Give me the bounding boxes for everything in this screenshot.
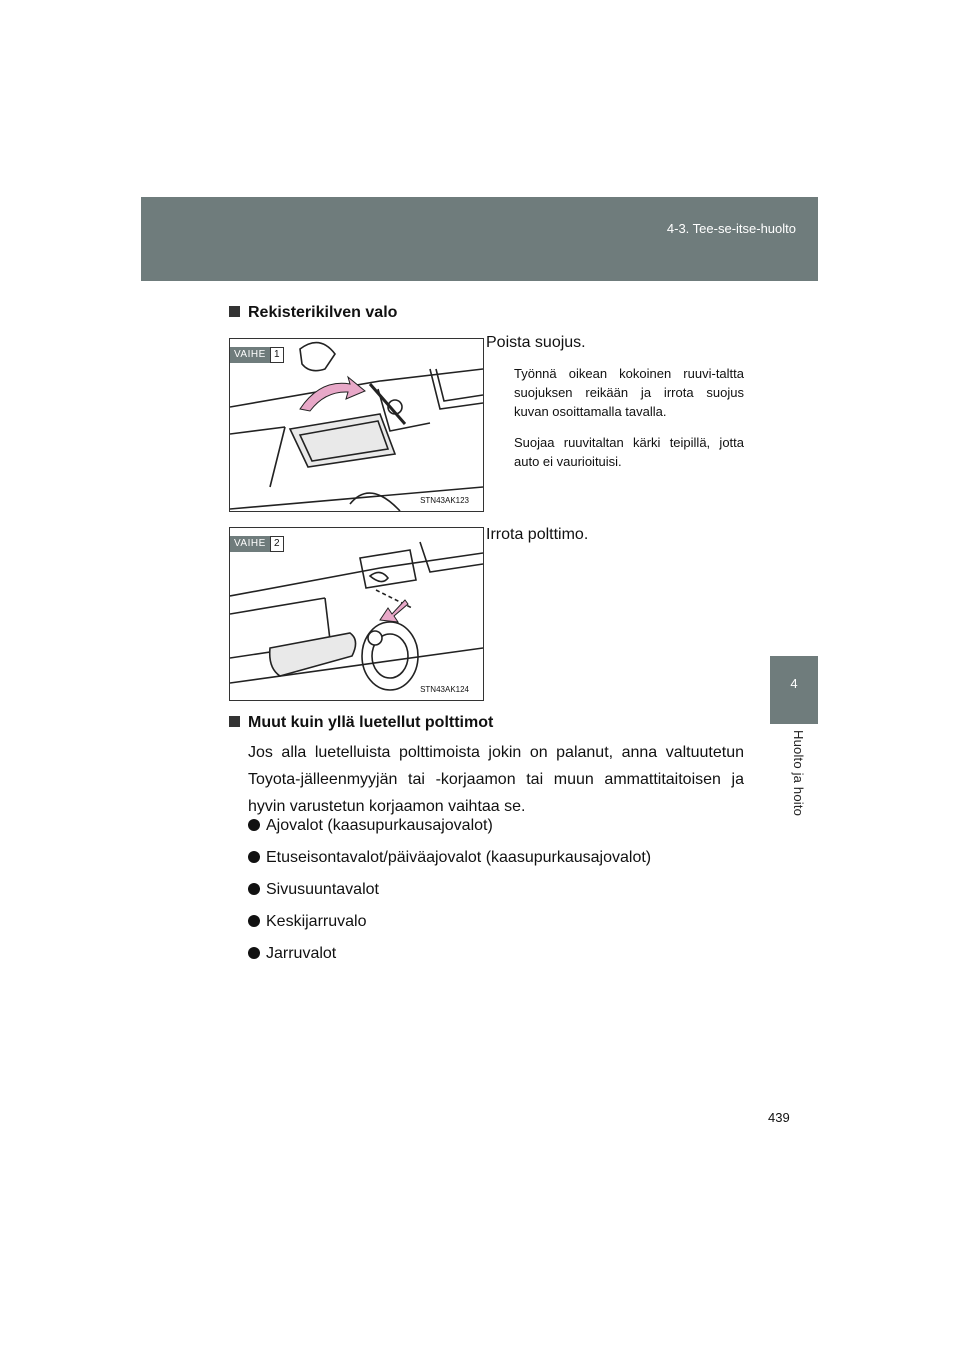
pink-arrow-icon [300,377,365,411]
square-bullet-icon [229,306,240,317]
bullet-dot-icon [248,819,260,831]
bullet-dot-icon [248,883,260,895]
page-number: 439 [768,1110,790,1125]
illustration-remove-cover [230,339,483,511]
list-item: Keskijarruvalo [248,913,366,931]
section-heading-other-bulbs: Muut kuin yllä luetellut polttimot [229,714,493,732]
list-item: Sivusuuntavalot [248,881,379,899]
step-1-note-1: Työnnä oikean kokoinen ruuvi-taltta suojuksen reikään ja irrota suojus kuvan osoittamalla tavalla. [514,366,744,419]
chapter-tab: 4 [770,656,818,724]
step-1-note-2: Suojaa ruuvitaltan kärki teipillä, jotta auto ei vaurioituisi. [514,435,744,469]
step-1-title: Poista suojus. [486,334,586,351]
other-bulbs-paragraph: Jos alla luetelluista polttimoista jokin on palanut, anna valtuutetun Toyota-jälleenmyyjän tai -korjaamon tai muun ammattitaitoisen ja hyvin varustetun korjaamon vaihtaa se. [248,744,744,815]
step-badge-1: VAIHE 1 [230,347,284,363]
section-heading-license-light: Rekisterikilven valo [229,304,397,322]
header-band [141,197,818,281]
bullet-dot-icon [248,851,260,863]
section-label: 4-3. Tee-se-itse-huolto [666,221,796,236]
pink-arrow-icon [380,600,408,622]
figure-code: STN43AK123 [420,496,469,505]
list-item: Etuseisontavalot/päiväajovalot (kaasupurkausajovalot) [248,849,651,867]
chapter-title: Huolto ja hoito [791,730,806,817]
illustration-remove-bulb [230,528,483,700]
list-item: Jarruvalot [248,945,336,963]
figure-step-2 [229,527,484,701]
list-item: Ajovalot (kaasupurkausajovalot) [248,817,493,835]
figure-step-1 [229,338,484,512]
square-bullet-icon [229,716,240,727]
figure-code: STN43AK124 [420,685,469,694]
step-badge-2: VAIHE 2 [230,536,284,552]
step-2-title: Irrota polttimo. [486,526,589,543]
bullet-dot-icon [248,915,260,927]
bullet-dot-icon [248,947,260,959]
